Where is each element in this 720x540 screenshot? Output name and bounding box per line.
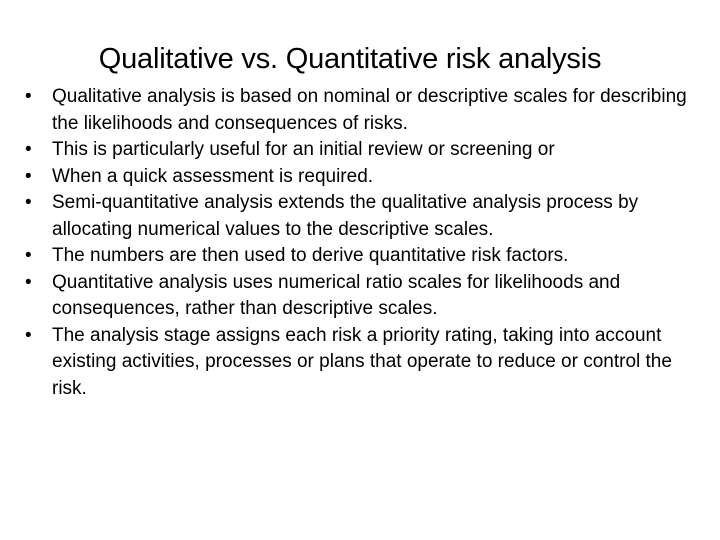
- bullet-icon: •: [25, 271, 32, 293]
- bullet-text: The analysis stage assigns each risk a priority rating, taking into account existing activities, processes or plans that operate to reduce or control the risk.: [52, 324, 672, 399]
- bullet-text: When a quick assessment is required.: [52, 165, 374, 187]
- bullet-icon: •: [25, 324, 32, 346]
- list-item: [24, 190, 696, 243]
- list-item: [24, 164, 696, 191]
- list-item: [24, 323, 696, 403]
- bullet-list: [24, 84, 696, 402]
- bullet-text: Semi-quantitative analysis extends the qualitative analysis process by allocating numerical values to the descriptive scales.: [52, 192, 639, 240]
- bullet-icon: •: [25, 139, 32, 160]
- bullet-text: Quantitative analysis uses numerical ratio scales for likelihoods and consequences, rather than descriptive scales.: [52, 271, 621, 319]
- bullet-icon: •: [25, 245, 32, 266]
- bullet-icon: •: [25, 192, 32, 213]
- page-title: Qualitative vs. Quantitative risk analysis: [98, 43, 602, 76]
- bullet-icon: •: [25, 165, 32, 187]
- bullet-text: This is particularly useful for an initial review or screening or: [52, 139, 555, 160]
- list-item: [24, 270, 696, 323]
- bullet-text: Qualitative analysis is based on nominal or descriptive scales for describing the likelihoods and consequences of risks.: [52, 86, 687, 134]
- list-item: [24, 137, 696, 164]
- list-item: [24, 243, 696, 270]
- bullet-text: The numbers are then used to derive quantitative risk factors.: [52, 245, 569, 266]
- bullet-icon: •: [25, 86, 32, 107]
- list-item: [24, 84, 696, 137]
